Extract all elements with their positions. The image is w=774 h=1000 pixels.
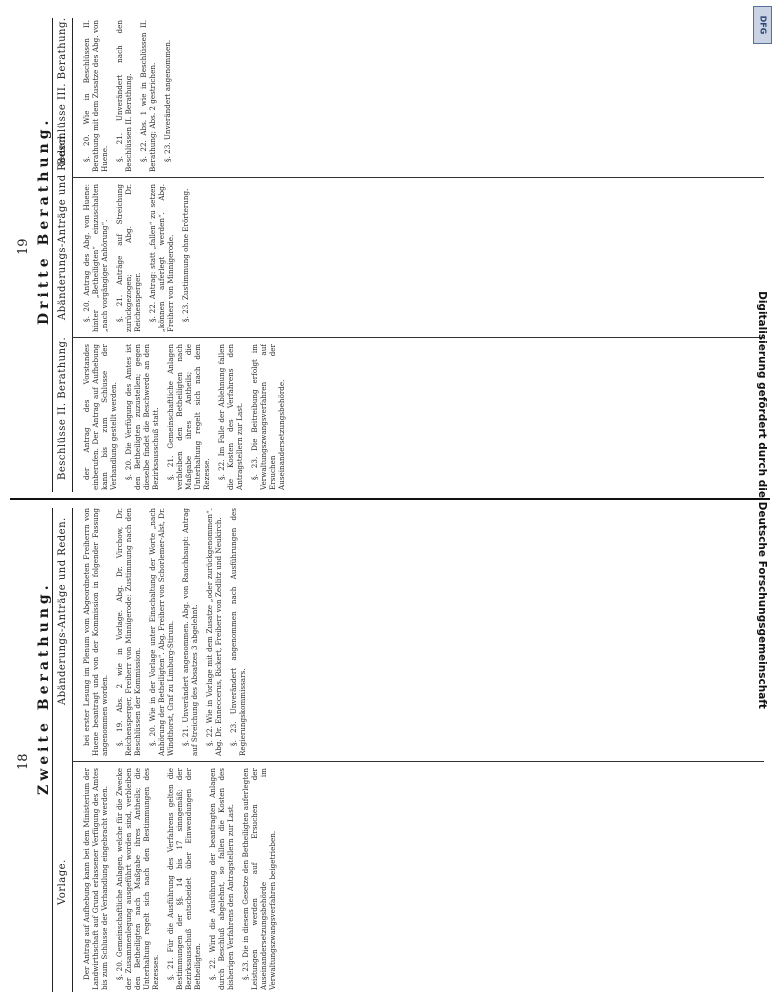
paragraph: §. 22. Abs. 1 wie in Beschlüssen II. Berathung; Abs. 2 gestrichen. [139,20,157,172]
paragraph: §. 20. Antrag des Abg. von Huene: hinter „Betheiligten“ einzuschalten „nach vorgängiger Anhörung“. [82,184,109,332]
column-header-antraege: Abänderungs-Anträge und Reden. [57,132,68,320]
header-rule [52,508,53,992]
paragraph: §. 21. Gemeinschaftliche Anlagen verbleiben den Betheiligten nach Maßgabe ihres Antheils; die Unterhaltung regelt sich nach dem Rezesse. [166,344,211,490]
paragraph: §. 22. Im Falle der Ablehnung fallen die Kosten des Verfahrens den Antragstellern zur Last. [217,344,244,490]
paragraph: §. 21. Anträge auf Streichung zurückgezogen; Abg. Dr. Reichensperger. [115,184,142,332]
text-column-antraege [82,184,762,332]
running-title: Dritte Berathung. [36,116,52,325]
paragraph: §. 20. Gemeinschaftliche Anlagen, welche für die Zwecke der Zusammenlegung ausgeführt worden sind, verbleiben den Betheiligten nach Maßgabe ihres Antheils; die Unterhaltung regelt sich nach den Bestimmungen des Rezesses. [115,768,160,990]
paragraph: §. 23. Die in diesem Gesetze den Betheiligten auferlegten Leistungen werden auf Ersuchen der Auseinandersetzungsbehörde im Verwaltungszwangsverfahren beigetrieben. [241,768,277,990]
paragraph: §. 21. Für die Ausführung des Verfahrens gelten die Bestimmungen der §§. 14 bis 17 sinngemäß; der Bezirksausschuß entscheidet über Einwendungen der Betheiligten. [166,768,202,990]
text-column-beschluesse-iii [82,20,762,172]
paragraph: §. 20. Die Verfügung des Amtes ist den Betheiligten zuzustellen; gegen dieselbe findet die Beschwerde an den Bezirksausschuß statt. [124,344,160,490]
running-title: Zweite Berathung. [36,581,52,795]
text-column-antraege [82,508,762,756]
left-page [0,500,774,1000]
paragraph: §. 23. Zustimmung ohne Erörterung. [181,188,190,322]
funding-note-text: Digitalisierung gefördert durch die Deutsche Forschungsgemeinschaft [756,291,768,709]
paragraph: §. 22. Antrag: statt „fallen“ zu setzen „können auferlegt werden“. Abg. Freiherr von Minnigerode. [148,184,175,332]
column-header-beschluesse-iii: Beschlüsse III. Berathung. [57,17,68,165]
column-header-antraege: Abänderungs-Anträge und Reden. [57,517,68,705]
paragraph: §. 22. Wird die Ausführung der beantragten Anlagen durch Beschluß abgelehnt, so fallen die Kosten des bisherigen Verfahrens den Antragstellern zur Last. [208,768,235,990]
paragraph: Der Antrag auf Aufhebung kann bei dem Ministerium der Landwirthschaft auf Grund erlassener Verfügung des Amtes bis zum Schlusse der Verhandlung eingebracht werden. [82,768,109,990]
paragraph: §. 20. Wie in Beschlüssen II. Berathung mit dem Zusatze des Abg. von Huene. [82,20,109,172]
page-number: 19 [16,238,31,255]
header-rule [52,18,53,492]
paragraph: §. 23. Die Beitreibung erfolgt im Verwaltungszwangsverfahren auf Ersuchen der Auseinandersetzungsbehörde. [250,344,286,490]
column-divider [72,177,764,178]
paragraph: bei erster Lesung im Plenum vom Abgeordneten Freiherrn von Huene beantragt und von der Kommission in folgender Fassung angenommen worden. [82,508,109,756]
text-column-beschluesse-ii [82,344,762,490]
dfg-logo [753,6,772,44]
header-underline [72,18,73,492]
column-divider [72,337,764,338]
text-column-vorlage [82,768,762,990]
paragraph: §. 22. Wie in Vorlage mit dem Zusatze „oder zurückgenommen“. Abg. Dr. Enneccerus, Rickert, Freiherr von Zedlitz und Neukirch. [205,508,223,756]
header-underline [72,508,73,992]
dfg-logo-text: DFG [758,15,767,35]
paragraph: §. 23. Unverändert angenommen nach Ausführungen des Regierungskommissars. [229,508,247,756]
paragraph: §. 21. Unverändert angenommen. Abg. von Rauchhaupt: Antrag auf Streichung des Absatzes 3 abgelehnt. [181,508,199,756]
paragraph: der Antrag des Vorstandes einberufen. Der Antrag auf Aufhebung kann bis zum Schlusse der Verhandlung gestellt werden. [82,344,118,490]
column-divider [72,761,764,762]
paragraph: §. 19. Abs. 2 wie in Vorlage. Abg. Dr. Virchow, Dr. Reichensperger, Freiherr von Minnigerode: Zustimmung nach den Beschlüssen der Kommission. [115,508,142,756]
column-header-beschluesse-ii: Beschlüsse II. Berathung. [57,336,68,480]
funding-note [754,50,770,950]
column-header-vorlage: Vorlage. [57,859,68,905]
paragraph: §. 20. Wie in der Vorlage unter Einschaltung der Worte „nach Anhörung der Betheiligten“. Abg. Freiherr von Schorlemer-Alst, Dr. Windthorst, Graf zu Limburg-Stirum. [148,508,175,756]
paragraph: §. 23. Unverändert angenommen. [163,39,172,162]
page-number: 18 [16,753,31,770]
paragraph: §. 21. Unverändert nach den Beschlüssen II. Berathung. [115,20,133,172]
